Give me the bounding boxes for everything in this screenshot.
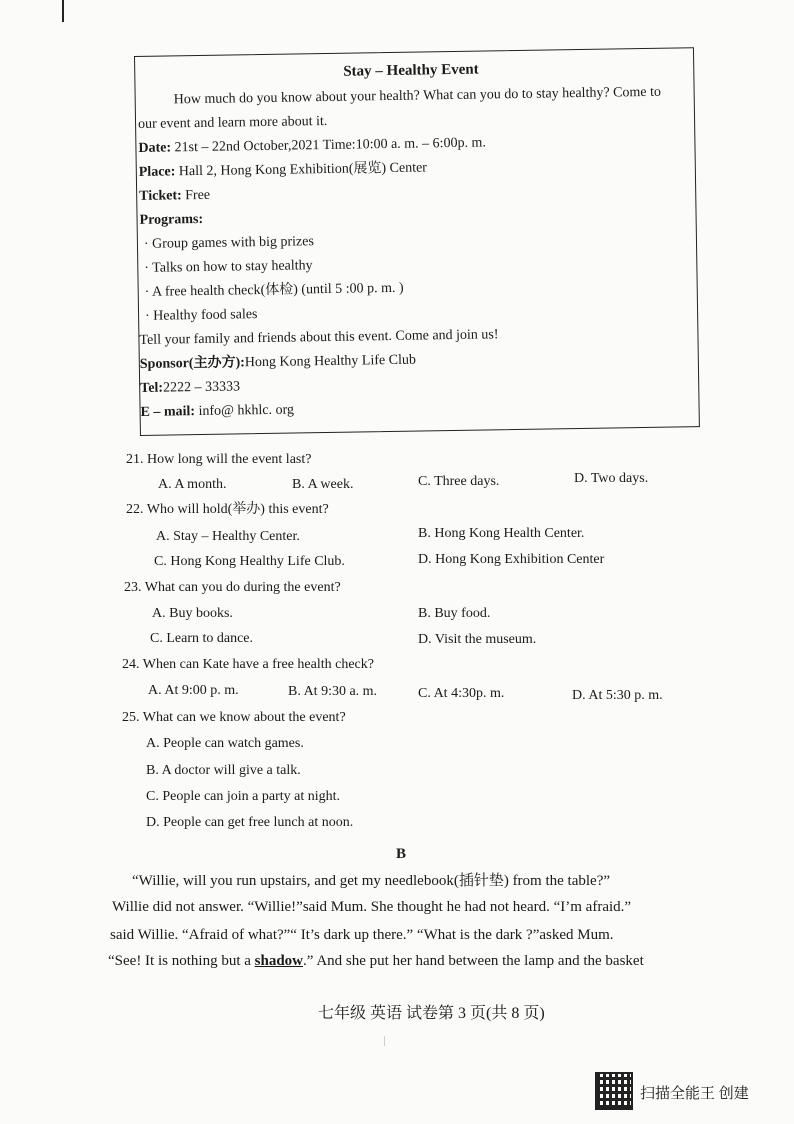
q21-option-a: A. A month. bbox=[158, 477, 227, 492]
program-item: · Talks on how to stay healthy bbox=[144, 258, 313, 276]
page-edge-mark bbox=[62, 0, 64, 22]
event-sponsor-row bbox=[140, 353, 416, 373]
program-item: · Group games with big prizes bbox=[143, 234, 314, 252]
sponsor-label: Sponsor(主办方): bbox=[139, 355, 245, 372]
email-value: info@ hkhlc. org bbox=[198, 402, 295, 420]
program-item: · Healthy food sales bbox=[144, 307, 258, 324]
page-footer: 七年级 英语 试卷第 3 页(共 8 页) bbox=[318, 1005, 545, 1022]
ticket-value: Free bbox=[185, 187, 211, 204]
event-title: Stay – Healthy Event bbox=[343, 61, 479, 80]
q22-option-c: C. Hong Kong Healthy Life Club. bbox=[154, 554, 345, 569]
q25-option-a: A. People can watch games. bbox=[146, 736, 304, 751]
event-intro-line1: How much do you know about your health? What can you do to stay healthy? Come to bbox=[173, 84, 662, 108]
event-place-row bbox=[139, 160, 427, 181]
question-25-stem: 25. What can we know about the event? bbox=[122, 710, 346, 725]
q21-option-c: C. Three days. bbox=[418, 474, 500, 489]
q25-option-b: B. A doctor will give a talk. bbox=[146, 763, 301, 778]
q23-option-c: C. Learn to dance. bbox=[150, 631, 254, 646]
event-notice-box bbox=[134, 47, 700, 436]
q21-option-b: B. A week. bbox=[292, 477, 354, 492]
q25-option-d: D. People can get free lunch at noon. bbox=[146, 815, 354, 830]
event-tel-row bbox=[140, 379, 240, 397]
q22-option-d: D. Hong Kong Exhibition Center bbox=[418, 552, 605, 567]
tel-label: Tel: bbox=[140, 380, 164, 396]
question-23-stem: 23. What can you do during the event? bbox=[124, 580, 341, 595]
q23-option-d: D. Visit the museum. bbox=[418, 632, 537, 647]
passage-line: said Willie. “Afraid of what?”“ It’s dark up there.” “What is the dark ?”asked Mum. bbox=[110, 927, 614, 943]
question-21-stem: 21. How long will the event last? bbox=[126, 452, 312, 467]
q23-option-b: B. Buy food. bbox=[418, 606, 491, 621]
q24-option-d: D. At 5:30 p. m. bbox=[572, 688, 663, 703]
question-24-stem: 24. When can Kate have a free health check? bbox=[122, 657, 374, 672]
scan-artifact bbox=[384, 1036, 385, 1046]
program-item: · A free health check(体检) (until 5 :00 p. m. ) bbox=[144, 280, 404, 300]
email-label: E – mail: bbox=[140, 404, 196, 420]
q24-option-b: B. At 9:30 a. m. bbox=[288, 684, 378, 699]
scanner-watermark: 扫描全能王 创建 bbox=[640, 1086, 749, 1102]
event-email-row bbox=[140, 403, 294, 421]
q24-option-c: C. At 4:30p. m. bbox=[418, 686, 505, 701]
event-tell-line: Tell your family and friends about this event. Come and join us! bbox=[139, 327, 499, 348]
section-b-heading: B bbox=[396, 846, 407, 862]
qr-code-icon bbox=[597, 1074, 631, 1108]
q24-option-a: A. At 9:00 p. m. bbox=[148, 683, 239, 698]
q25-option-c: C. People can join a party at night. bbox=[146, 789, 341, 804]
place-value: Hall 2, Hong Kong Exhibition(展览) Center bbox=[178, 160, 428, 180]
date-value: 21st – 22nd October,2021 Time:10:00 a. m. – 6:00p. m. bbox=[174, 135, 487, 156]
q22-option-a: A. Stay – Healthy Center. bbox=[156, 529, 300, 544]
passage-line: Willie did not answer. “Willie!”said Mum. She thought he had not heard. “I’m afraid.” bbox=[112, 899, 632, 915]
sponsor-value: Hong Kong Healthy Life Club bbox=[244, 352, 417, 371]
ticket-label: Ticket: bbox=[139, 188, 182, 204]
q22-option-b: B. Hong Kong Health Center. bbox=[418, 526, 585, 541]
q21-option-d: D. Two days. bbox=[574, 471, 649, 486]
passage-line: “See! It is nothing but a shadow.” And she put her hand between the lamp and the basket bbox=[108, 953, 644, 969]
place-label: Place: bbox=[138, 164, 176, 180]
tel-value: 2222 – 33333 bbox=[162, 379, 241, 396]
event-date-row bbox=[138, 135, 486, 156]
programs-label: Programs: bbox=[139, 211, 204, 228]
passage-line: “Willie, will you run upstairs, and get my needlebook(插针垫) from the table?” bbox=[132, 873, 611, 889]
question-22-stem: 22. Who will hold(举办) this event? bbox=[126, 502, 329, 517]
q23-option-a: A. Buy books. bbox=[152, 606, 233, 621]
underlined-word: shadow bbox=[254, 953, 303, 969]
event-intro-line2: our event and learn more about it. bbox=[137, 113, 328, 132]
event-ticket-row bbox=[139, 188, 210, 205]
date-label: Date: bbox=[138, 140, 172, 156]
